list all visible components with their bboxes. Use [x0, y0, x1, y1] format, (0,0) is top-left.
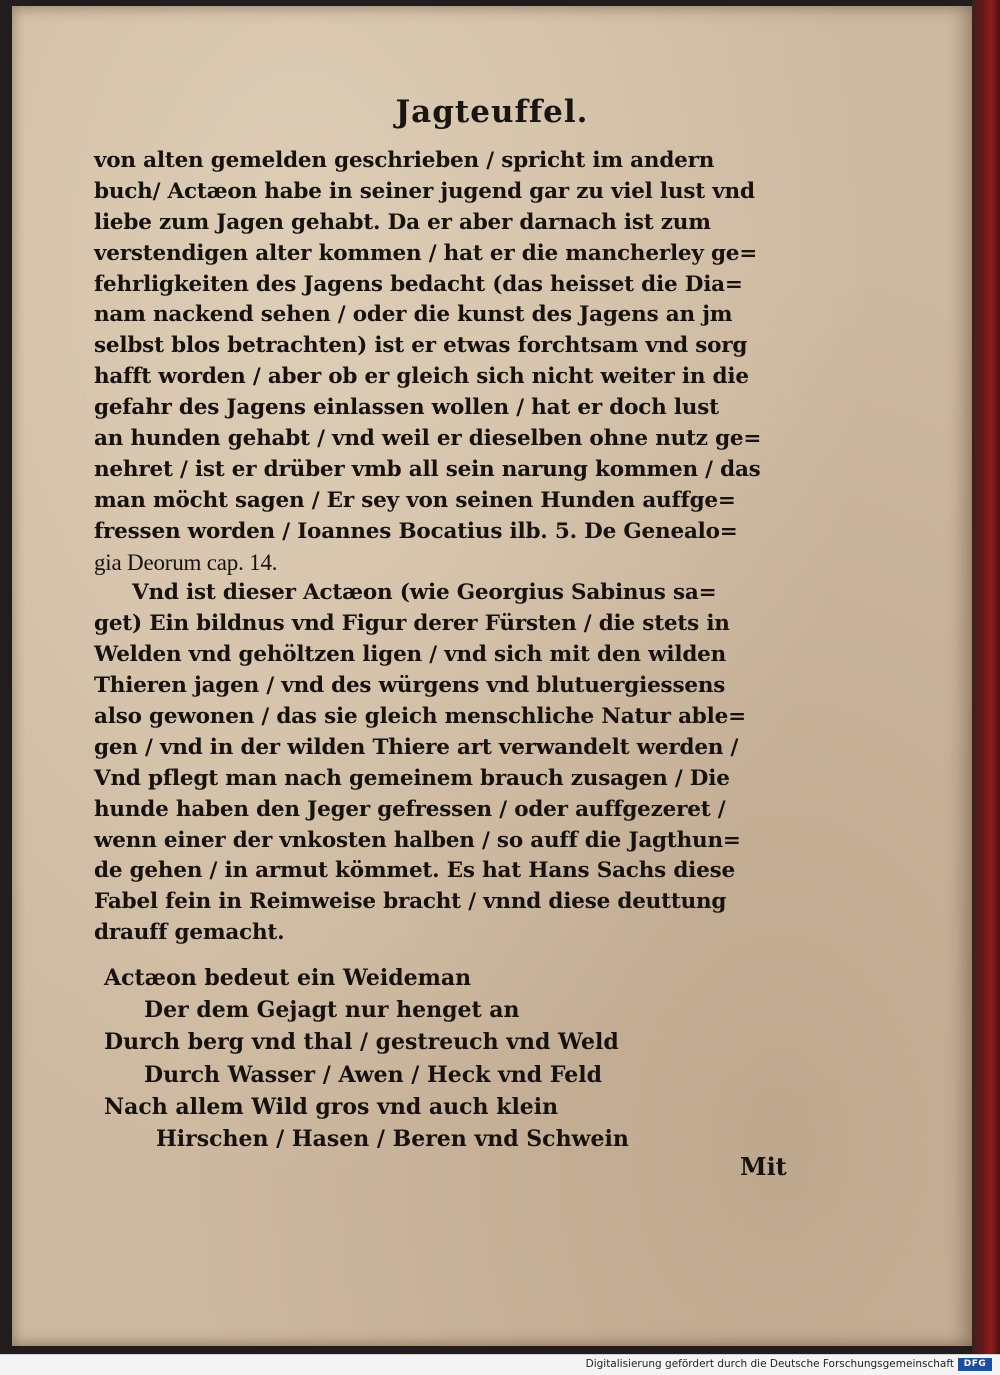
- text-line: Vnd pflegt man nach gemeinem brauch zusagen / Die: [94, 765, 730, 791]
- text-line: also gewonen / das sie gleich menschliche Natur able=: [94, 704, 746, 730]
- running-header: Jagteuffel.: [395, 94, 589, 130]
- text-line: nam nackend sehen / oder die kunst des Jagens an jm: [94, 302, 733, 328]
- text-line-latin: gia Deorum cap. 14.: [94, 549, 278, 575]
- text-line: selbst blos betrachten) ist er etwas forchtsam vnd sorg: [94, 333, 748, 359]
- text-line: an hunden gehabt / vnd weil er dieselben ohne nutz ge=: [94, 426, 762, 452]
- text-line: fehrligkeiten des Jagens bedacht (das heisset die Dia=: [94, 271, 743, 297]
- verse-block: [104, 962, 804, 1155]
- verse-line: Durch Wasser / Awen / Heck vnd Feld: [144, 1061, 602, 1088]
- verse-line: Hirschen / Hasen / Beren vnd Schwein: [156, 1125, 629, 1152]
- verse-line: Actæon bedeut ein Weideman: [104, 965, 472, 991]
- verse-line: Durch berg vnd thal / gestreuch vnd Weld: [104, 1029, 619, 1056]
- verse-line: Nach allem Wild gros vnd auch klein: [104, 1093, 559, 1120]
- text-line: nehret / ist er drüber vmb all sein narung kommen / das: [94, 456, 761, 482]
- text-line: wenn einer der vnkosten halben / so auff die Jagthun=: [94, 827, 741, 853]
- funding-credit: Digitalisierung gefördert durch die Deutsche Forschungsgemeinschaft: [585, 1358, 954, 1370]
- text-line: drauff gemacht.: [94, 920, 285, 946]
- paragraph-start-line: Vnd ist dieser Actæon (wie Georgius Sabinus sa=: [132, 580, 717, 606]
- text-line: get) Ein bildnus vnd Figur derer Fürsten / die stets in: [94, 611, 730, 637]
- text-line: verstendigen alter kommen / hat er die mancherley ge=: [94, 240, 758, 266]
- text-line: Thieren jagen / vnd des würgens vnd blutuergiessens: [94, 673, 726, 699]
- text-line: fressen worden / Ioannes Bocatius ilb. 5. De Genealo=: [94, 518, 738, 544]
- book-page: [12, 6, 972, 1346]
- text-line: buch/ Actæon habe in seiner jugend gar zu viel lust vnd: [94, 178, 755, 204]
- text-line: gefahr des Jagens einlassen wollen / hat er doch lust: [94, 395, 719, 421]
- prose-block: [94, 146, 814, 949]
- text-line: Welden vnd gehöltzen ligen / vnd sich mit den wilden: [94, 642, 727, 668]
- text-line: man möcht sagen / Er sey von seinen Hunden auffge=: [94, 487, 736, 513]
- text-line: hunde haben den Jeger gefressen / oder auffgezeret /: [94, 796, 726, 822]
- verse-line: Der dem Gejagt nur henget an: [144, 997, 520, 1024]
- text-line: Fabel fein in Reimweise bracht / vnnd diese deuttung: [94, 889, 727, 915]
- footer-bar: [0, 1354, 1000, 1375]
- book-spine-edge: [972, 0, 1000, 1354]
- text-line: de gehen / in armut kömmet. Es hat Hans Sachs diese: [94, 858, 735, 884]
- text-line: hafft worden / aber ob er gleich sich nicht weiter in die: [94, 364, 749, 390]
- text-line: gen / vnd in der wilden Thiere art verwandelt werden /: [94, 734, 739, 760]
- dfg-logo-icon: DFG: [958, 1358, 992, 1371]
- text-line: von alten gemelden geschrieben / spricht im andern: [94, 148, 715, 173]
- catchword: Mit: [740, 1152, 787, 1181]
- text-line: liebe zum Jagen gehabt. Da er aber darnach ist zum: [94, 209, 711, 235]
